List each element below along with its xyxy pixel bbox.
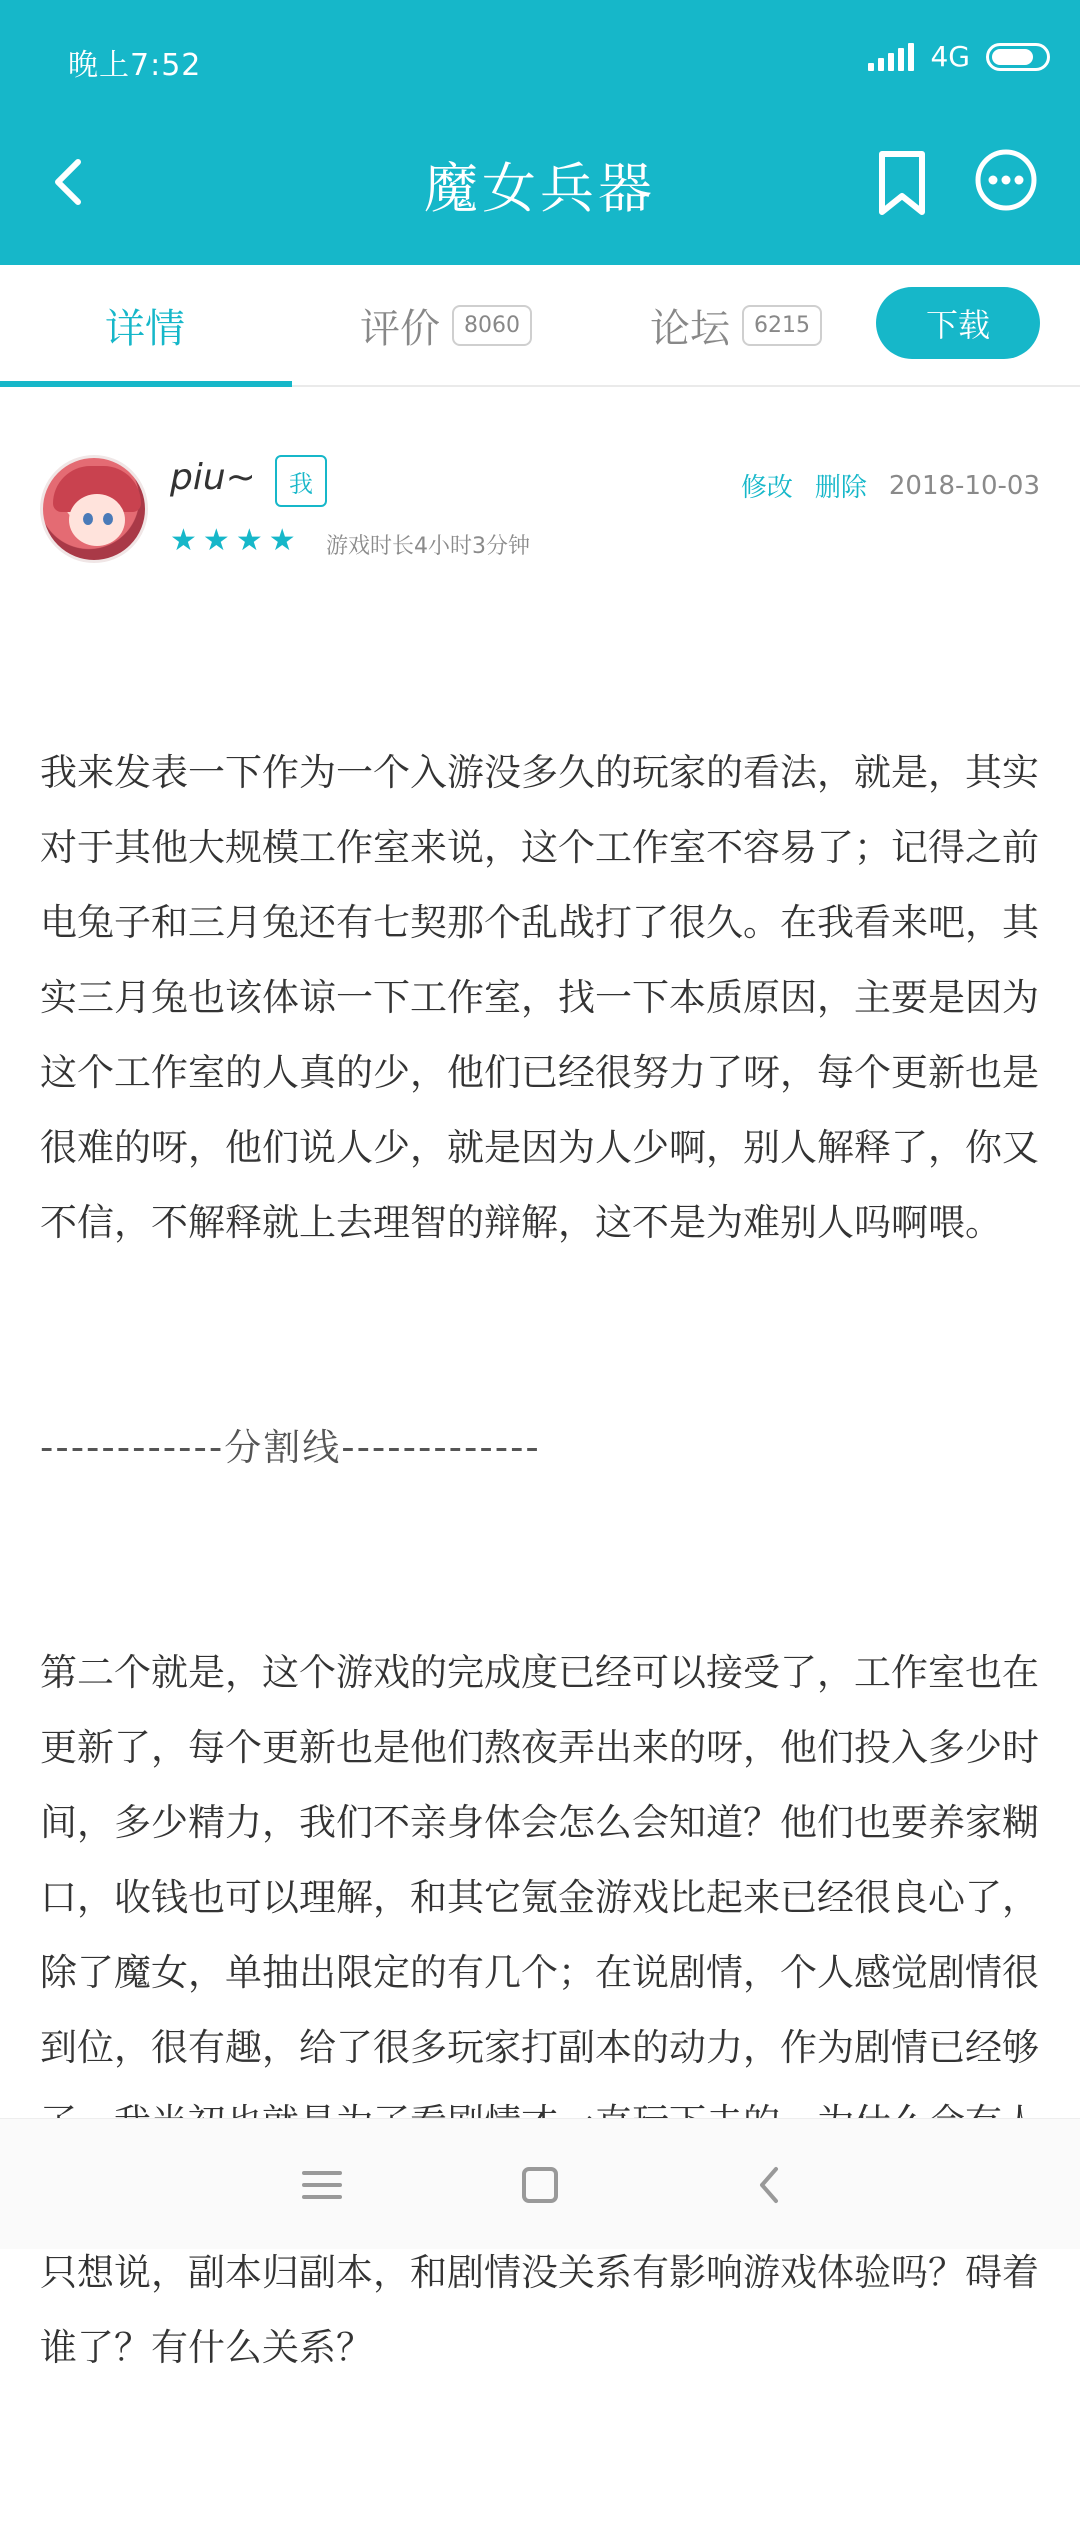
bookmark-icon[interactable]	[874, 150, 930, 216]
star-icon: ★	[235, 523, 263, 558]
tab-label: 评价	[360, 305, 440, 352]
tab-label: 详情	[105, 305, 185, 352]
tab-details[interactable]	[105, 265, 185, 385]
tab-label: 论坛	[650, 305, 730, 352]
page-title: 魔女兵器	[424, 157, 656, 220]
star-icon: ★	[202, 523, 230, 558]
more-options-icon[interactable]	[974, 148, 1038, 212]
signal-icon	[868, 43, 914, 71]
network-type: 4G	[930, 40, 970, 73]
forum-count-badge: 6215	[742, 305, 822, 346]
review-count-badge: 8060	[452, 305, 532, 346]
review-actions	[741, 467, 1040, 504]
playtime: 游戏时长4小时3分钟	[326, 534, 530, 559]
battery-icon	[986, 43, 1050, 71]
download-button[interactable]: 下载	[876, 287, 1040, 359]
system-nav-bar	[0, 2118, 1080, 2249]
rating-stars	[170, 523, 296, 558]
review-date: 2018-10-03	[888, 470, 1040, 501]
status-indicators	[868, 40, 1050, 73]
star-icon: ★	[268, 523, 296, 558]
back-nav-icon[interactable]	[740, 2155, 800, 2215]
title-row	[0, 140, 1080, 230]
avatar[interactable]	[40, 455, 148, 563]
delete-button[interactable]: 删除	[814, 473, 867, 503]
active-tab-indicator	[0, 381, 292, 387]
home-icon[interactable]	[510, 2155, 570, 2215]
divider-text: ------------分割线-------------	[40, 1426, 541, 1469]
menu-icon[interactable]	[292, 2155, 352, 2215]
header-bar	[0, 0, 1080, 265]
review-paragraph: 我来发表一下作为一个入游没多久的玩家的看法，就是，其实对于其他大规模工作室来说，这个工作室不容易了；记得之前电兔子和三月兔还有七契那个乱战打了很久。在我看来吧，其实三月兔也该体谅一下工作室，找一下本质原因，主要是因为这个工作室的人真的少，他们已经很努力了呀，每个更新也是很难的呀，他们说人少，就是因为人少啊，别人解释了，你又不信，不解释就上去理智的辩解，这不是为难别人吗啊喂。	[40, 751, 1039, 1244]
edit-button[interactable]: 修改	[740, 473, 793, 503]
tab-forum[interactable]	[650, 265, 822, 385]
tab-reviews[interactable]	[360, 265, 532, 385]
username[interactable]: piu~	[170, 457, 256, 498]
review-paragraph: 第二个就是，这个游戏的完成度已经可以接受了，工作室也在更新了，每个更新也是他们熬夜弄出来的呀，他们投入多少时间，多少精力，我们不亲身体会怎么会知道？他们也要养家糊口，收钱也可以理解，和其它氪金游戏比起来已经很良心了，除了魔女，单抽出限定的有几个；在说剧情，个人感觉剧情很到位，很有趣，给了很多玩家打副本的动力，作为剧情已经够 只想说，副本归副本，和剧情没关系有影响游戏体验吗？碍着谁了？有什么关系？	[40, 1651, 1039, 2369]
tab-bar	[0, 265, 1080, 387]
star-icon: ★	[170, 523, 197, 558]
status-time: 晚上7:52	[68, 48, 202, 83]
me-badge: 我	[275, 455, 327, 507]
